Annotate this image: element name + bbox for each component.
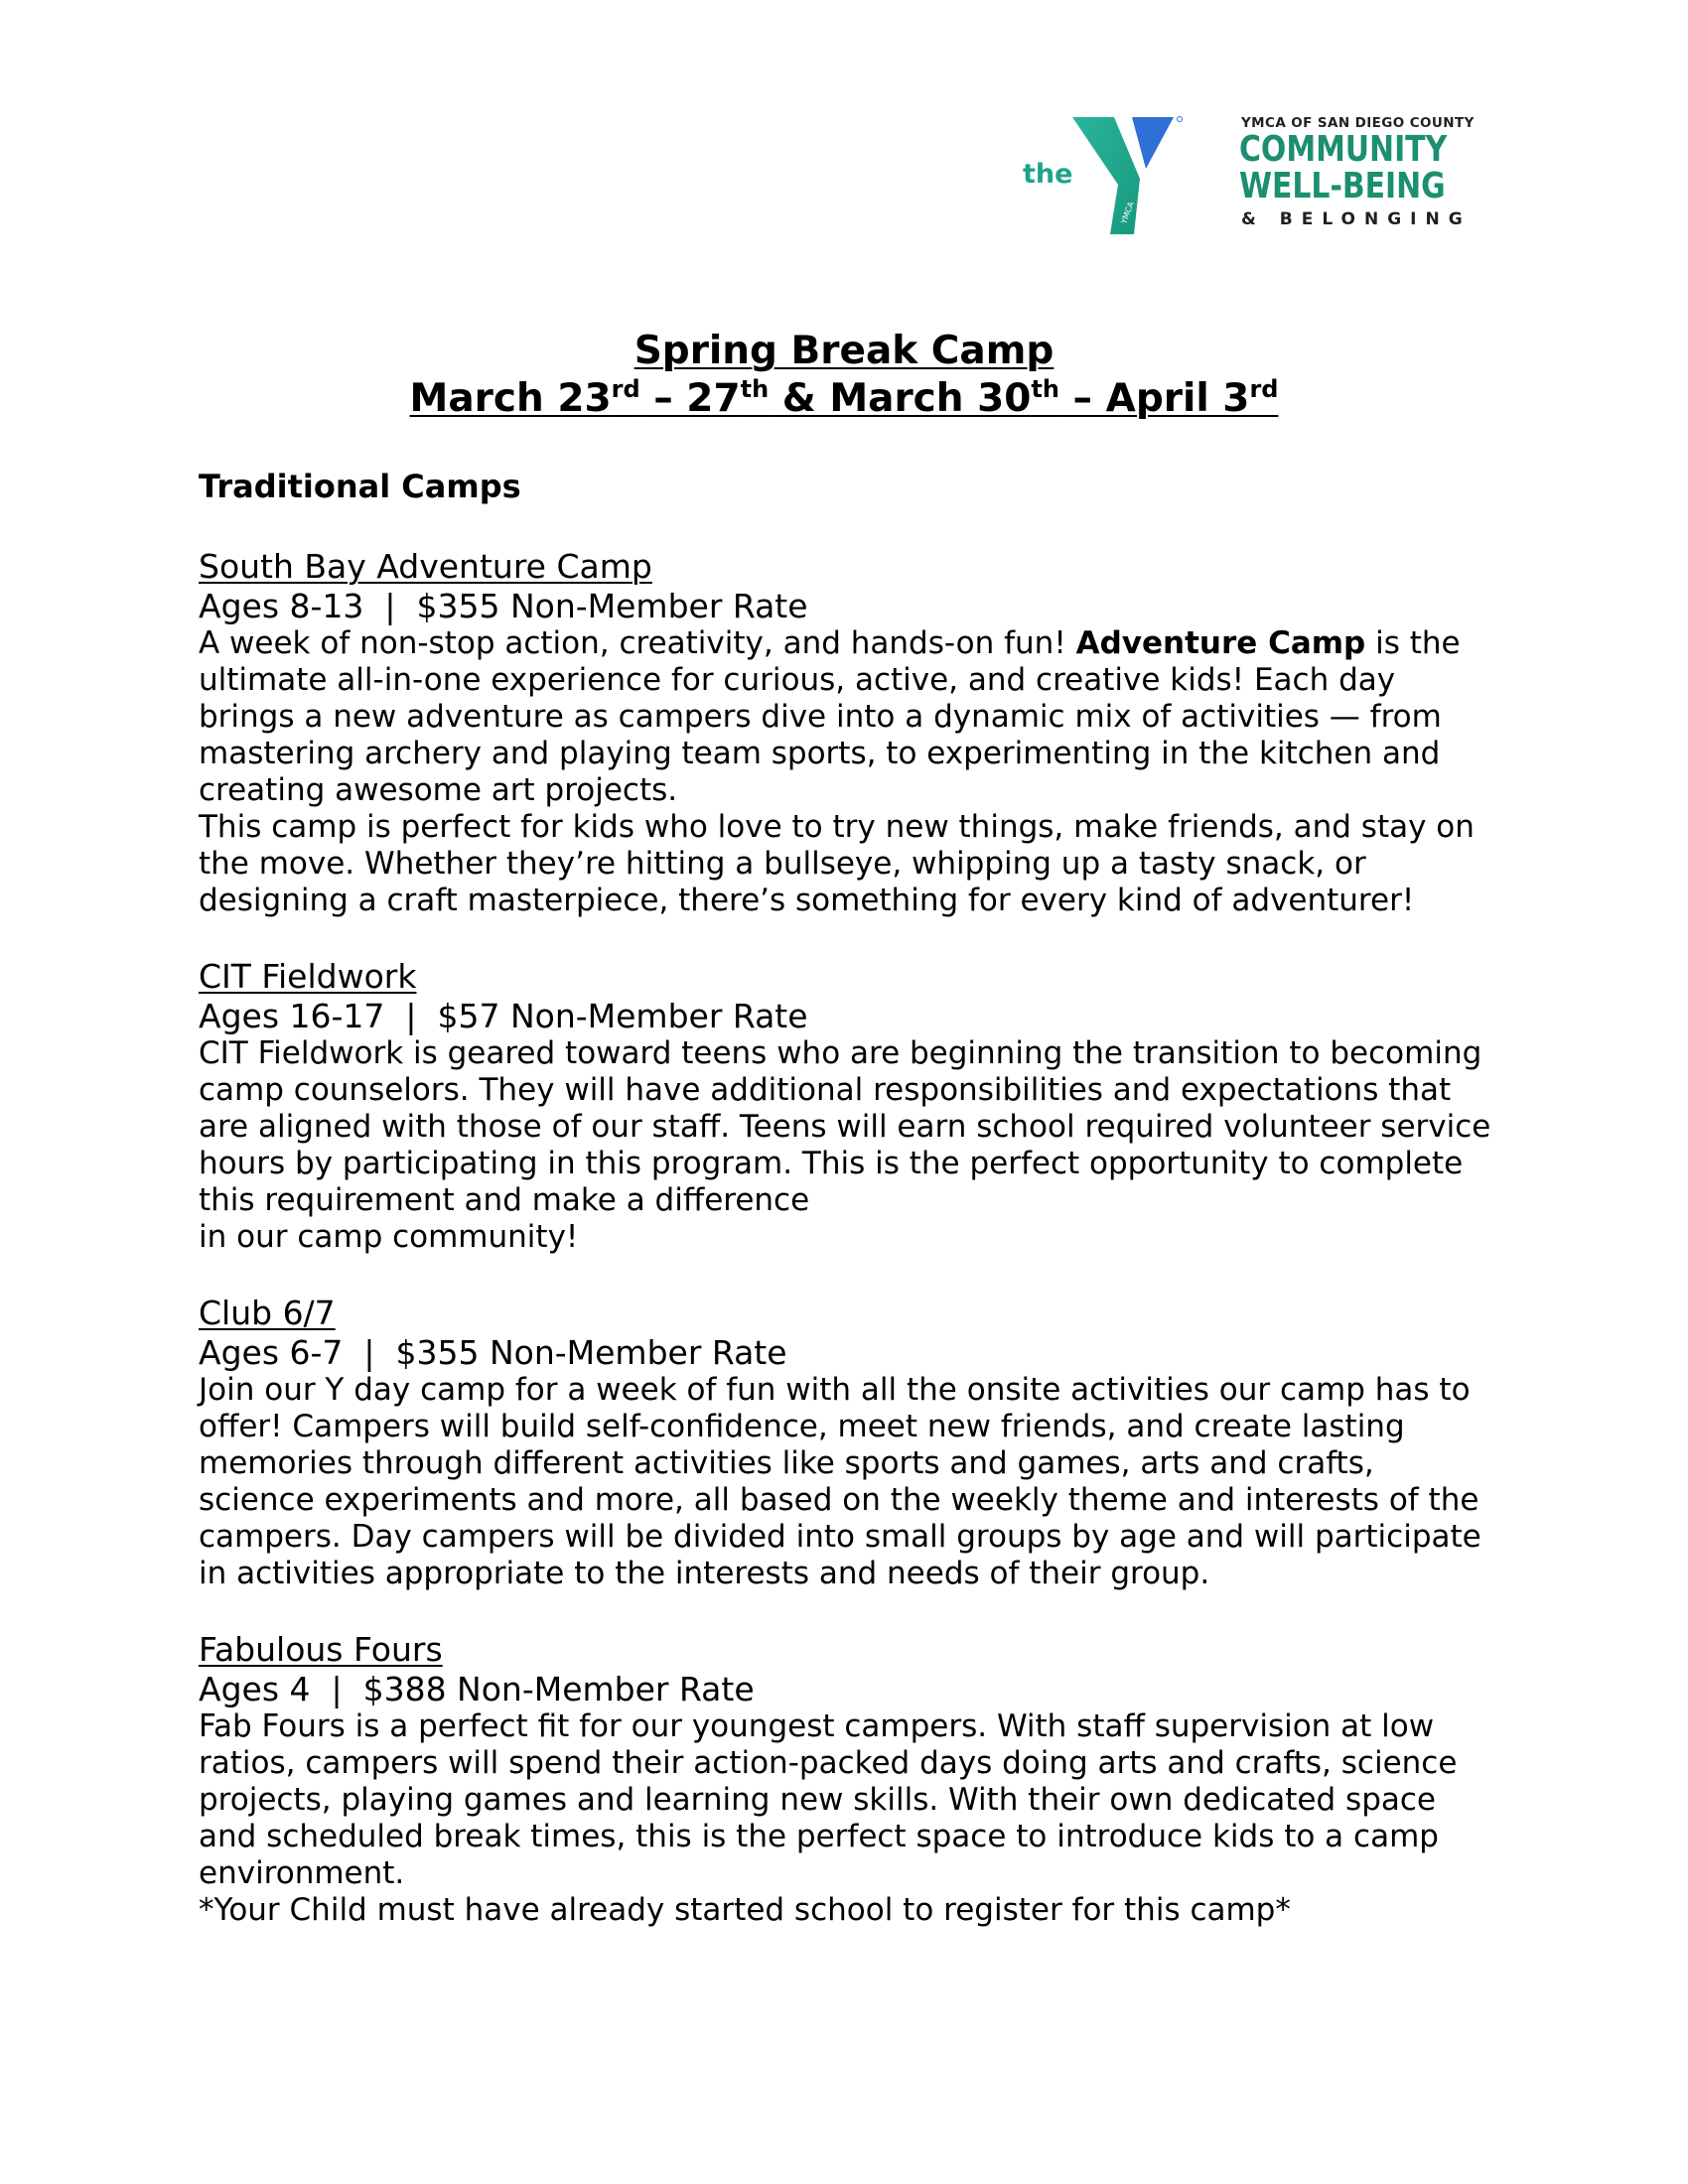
title-date-sup3: th bbox=[1031, 375, 1059, 403]
section-heading: Traditional Camps bbox=[199, 468, 521, 505]
document-body bbox=[199, 467, 1499, 1966]
title-dates bbox=[410, 376, 1279, 421]
title-date-part3: & March 30 bbox=[769, 376, 1032, 421]
title-date-sup2: th bbox=[740, 375, 770, 403]
camp-ages-rate: Ages 16-17 | $57 Non-Member Rate bbox=[199, 997, 808, 1035]
camp-section-adventure bbox=[199, 546, 1499, 919]
logo-belonging-text: & BELONGING bbox=[1241, 209, 1472, 229]
camp-description: Join our Y day camp for a week of fun with all the onsite activities our camp has to offer! Campers will build self-confidence, meet new friends, and create lasting memories through different activities like sports and games, arts and crafts, science experiments and more, all based on the weekly theme and interests of the campers. Day campers will be divided into small groups by age and will participate in activities appropriate to the interests and needs of their group. bbox=[199, 1372, 1481, 1591]
camp-name: CIT Fieldwork bbox=[199, 957, 417, 996]
logo-ymca-small-text: YMCA bbox=[1119, 201, 1136, 225]
camp-description-bold: Adventure Camp bbox=[1075, 625, 1366, 661]
title-date-part4: – April 3 bbox=[1058, 376, 1250, 421]
title-date-sup4: rd bbox=[1249, 375, 1279, 403]
camp-name: Fabulous Fours bbox=[199, 1630, 443, 1669]
camp-description-text: A week of non-stop action, creativity, and hands-on fun! bbox=[199, 625, 1076, 661]
title-date-sup1: rd bbox=[611, 375, 640, 403]
camp-description: CIT Fieldwork is geared toward teens who are beginning the transition to becoming camp counselors. They will have additional responsibilities and expectations that are aligned with those of our staff. Teens will earn school required volunteer service hours by participating in this program. This is the perfect opportunity to complete this requirement and make a difference bbox=[199, 1035, 1491, 1218]
camp-note: *Your Child must have already started school to register for this camp* bbox=[199, 1892, 1291, 1928]
logo-org-name: YMCA OF SAN DIEGO COUNTY bbox=[1241, 115, 1475, 131]
camp-description: Fab Fours is a perfect fit for our youngest campers. With staff supervision at low ratios, campers will spend their action-packed days doing arts and crafts, science projects, playing games and learning new skills. With their own dedicated space and scheduled break times, this is the perfect space to introduce kids to a camp environment. bbox=[199, 1708, 1458, 1891]
logo-community-text: COMMUNITY bbox=[1239, 129, 1448, 170]
camp-description bbox=[199, 625, 1499, 809]
camp-ages-rate: Ages 4 | $388 Non-Member Rate bbox=[199, 1670, 755, 1708]
camp-section-club67 bbox=[199, 1293, 1499, 1592]
ymca-logo bbox=[1023, 107, 1489, 236]
camp-section-cit bbox=[199, 956, 1499, 1256]
camp-name: Club 6/7 bbox=[199, 1294, 336, 1332]
title-date-part1: March 23 bbox=[409, 376, 612, 421]
camp-description-2: in our camp community! bbox=[199, 1219, 579, 1255]
camp-description-2: This camp is perfect for kids who love to try new things, make friends, and stay on the move. Whether they’re hitting a bullseye, whipping up a tasty snack, or designing a craft masterpiece, there’s something for every kind of adventurer! bbox=[199, 809, 1475, 918]
logo-the-text: the bbox=[1023, 159, 1073, 190]
logo-wellbeing-text: WELL-BEING bbox=[1239, 166, 1446, 206]
title-line1: Spring Break Camp bbox=[633, 329, 1055, 373]
camp-ages-rate: Ages 8-13 | $355 Non-Member Rate bbox=[199, 587, 808, 625]
camp-section-fours bbox=[199, 1629, 1499, 1929]
page-title bbox=[0, 328, 1688, 423]
camp-description-text-cont: is the ultimate all-in-one experience for curious, active, and creative kids! Each day brings a new adventure as campers dive into a dynamic mix of activities — from mastering archery and playing team sports, to experimenting in the kitchen and creating awesome art projects. bbox=[199, 625, 1461, 808]
camp-name: South Bay Adventure Camp bbox=[199, 547, 652, 586]
camp-ages-rate: Ages 6-7 | $355 Non-Member Rate bbox=[199, 1333, 787, 1372]
title-date-part2: – 27 bbox=[639, 376, 741, 421]
